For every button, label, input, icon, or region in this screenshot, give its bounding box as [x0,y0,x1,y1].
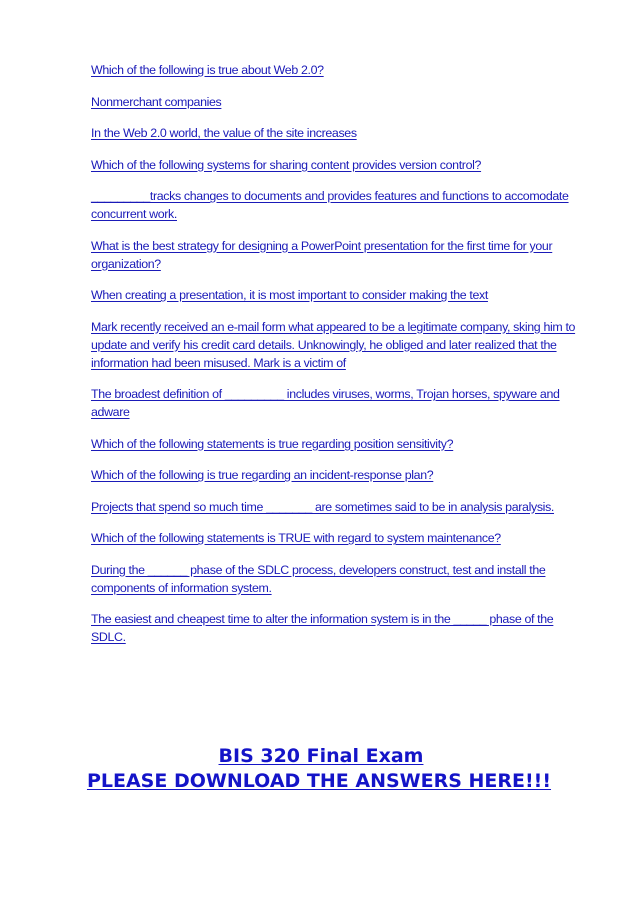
question-link-3[interactable]: In the Web 2.0 world, the value of the site increases [91,126,357,140]
download-answers-link[interactable]: PLEASE DOWNLOAD THE ANSWERS HERE!!! [86,770,552,792]
question-link-15[interactable]: The easiest and cheapest time to alter the information system is in the _____ phase of the SDLC. [91,612,554,644]
question-link-13[interactable]: Which of the following statements is TRUE with regard to system maintenance? [91,531,501,545]
question-list [91,61,591,660]
exam-title-link[interactable]: BIS 320 Final Exam [218,745,424,767]
question-link-8[interactable]: Mark recently received an e-mail form what appeared to be a legitimate company, sking him to update and verify his credit card details. Unknowingly, he obliged and later realized that the information had been misused. Mark is a victim of [91,319,576,370]
question-link-9[interactable]: The broadest definition of _________ includes viruses, worms, Trojan horses, spyware and adware [91,387,560,419]
download-footer [0,744,638,794]
question-link-11[interactable]: Which of the following is true regarding an incident-response plan? [91,468,434,482]
question-link-12[interactable]: Projects that spend so much time _______ are sometimes said to be in analysis paralysis. [91,499,555,514]
question-link-6[interactable]: What is the best strategy for designing a PowerPoint presentation for the first time for your organization? [91,238,553,271]
question-link-1[interactable]: Which of the following is true about Web 2.0? [91,63,324,77]
question-link-10[interactable]: Which of the following statements is true regarding position sensitivity? [91,436,454,451]
question-link-14[interactable]: During the ______ phase of the SDLC process, developers construct, test and install the components of information system. [91,562,546,595]
question-link-4[interactable]: Which of the following systems for sharing content provides version control? [91,157,482,172]
question-link-2[interactable]: Nonmerchant companies [91,94,222,109]
question-link-5[interactable]: _________tracks changes to documents and provides features and functions to accomodate concurrent work. [91,189,569,221]
question-link-7[interactable]: When creating a presentation, it is most important to consider making the text [91,288,488,302]
